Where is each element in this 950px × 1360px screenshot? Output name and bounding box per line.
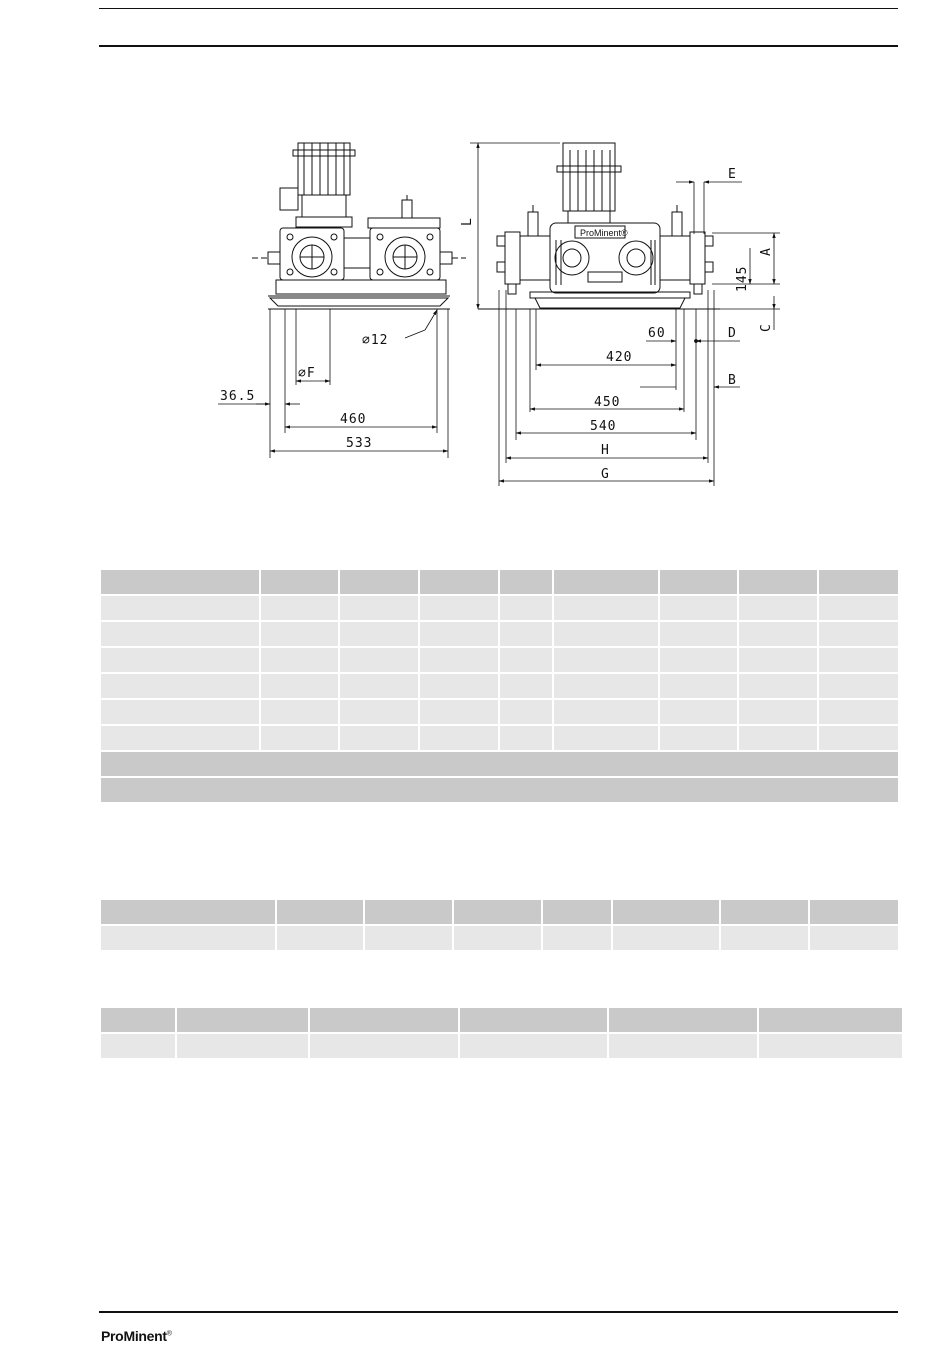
- logo-minent: Minent: [123, 1328, 167, 1344]
- logo-registered-mark: ®: [166, 1330, 172, 1338]
- dim-label-F: ∅F: [298, 366, 316, 381]
- table-footnote-row: [101, 752, 898, 776]
- table-header-row: [101, 900, 898, 924]
- table-footnote-row: [101, 778, 898, 802]
- dim-label-36-5: 36.5: [220, 389, 256, 404]
- right-pump-head-left: [497, 205, 550, 294]
- left-dimension-labels: [220, 333, 388, 451]
- dim-label-B: B: [728, 373, 737, 388]
- table-header-row: [101, 1008, 902, 1032]
- dim-label-C: C: [759, 323, 774, 332]
- dim-label-460: 460: [340, 412, 367, 427]
- left-motor: [280, 143, 355, 227]
- dim-label-D: D: [728, 326, 737, 341]
- dim-label-533: 533: [346, 436, 373, 451]
- tertiary-table: [99, 1006, 904, 1060]
- right-motor: [557, 143, 621, 223]
- brand-plate-text: ProMinent®: [580, 228, 628, 238]
- dimensions-table: [99, 568, 900, 804]
- left-pump-head-1: [268, 228, 344, 280]
- table-row: [101, 1034, 902, 1058]
- table-row: [101, 648, 898, 672]
- table-row: [101, 700, 898, 724]
- table-row: [101, 622, 898, 646]
- table-header-row: [101, 570, 898, 594]
- dim-label-60: 60: [648, 326, 666, 341]
- dim-label-145: 145: [735, 265, 750, 292]
- secondary-table: [99, 898, 900, 952]
- prominent-logo: [101, 1328, 172, 1344]
- dim-label-hole: ∅12: [362, 333, 389, 348]
- table-row: [101, 674, 898, 698]
- left-view: [252, 143, 466, 309]
- footer-rule: [99, 1311, 898, 1313]
- dim-label-G: G: [601, 467, 610, 482]
- dim-label-H: H: [601, 443, 610, 458]
- dim-label-420: 420: [606, 350, 633, 365]
- dimension-drawing: [0, 0, 950, 520]
- right-view: [478, 143, 720, 309]
- dim-label-540: 540: [590, 419, 617, 434]
- right-dimension-labels: [460, 167, 774, 482]
- table-row: [101, 926, 898, 950]
- right-dimensions: [470, 143, 780, 486]
- table-row: [101, 726, 898, 750]
- logo-pro: Pro: [101, 1328, 124, 1344]
- left-pump-head-2: [368, 195, 452, 280]
- table-row: [101, 596, 898, 620]
- right-pump-head-right: [660, 205, 713, 294]
- dim-label-450: 450: [594, 395, 621, 410]
- left-dimensions: [218, 309, 448, 458]
- dim-label-L: L: [460, 217, 475, 226]
- dim-label-E: E: [728, 167, 737, 182]
- dim-label-A: A: [759, 247, 774, 256]
